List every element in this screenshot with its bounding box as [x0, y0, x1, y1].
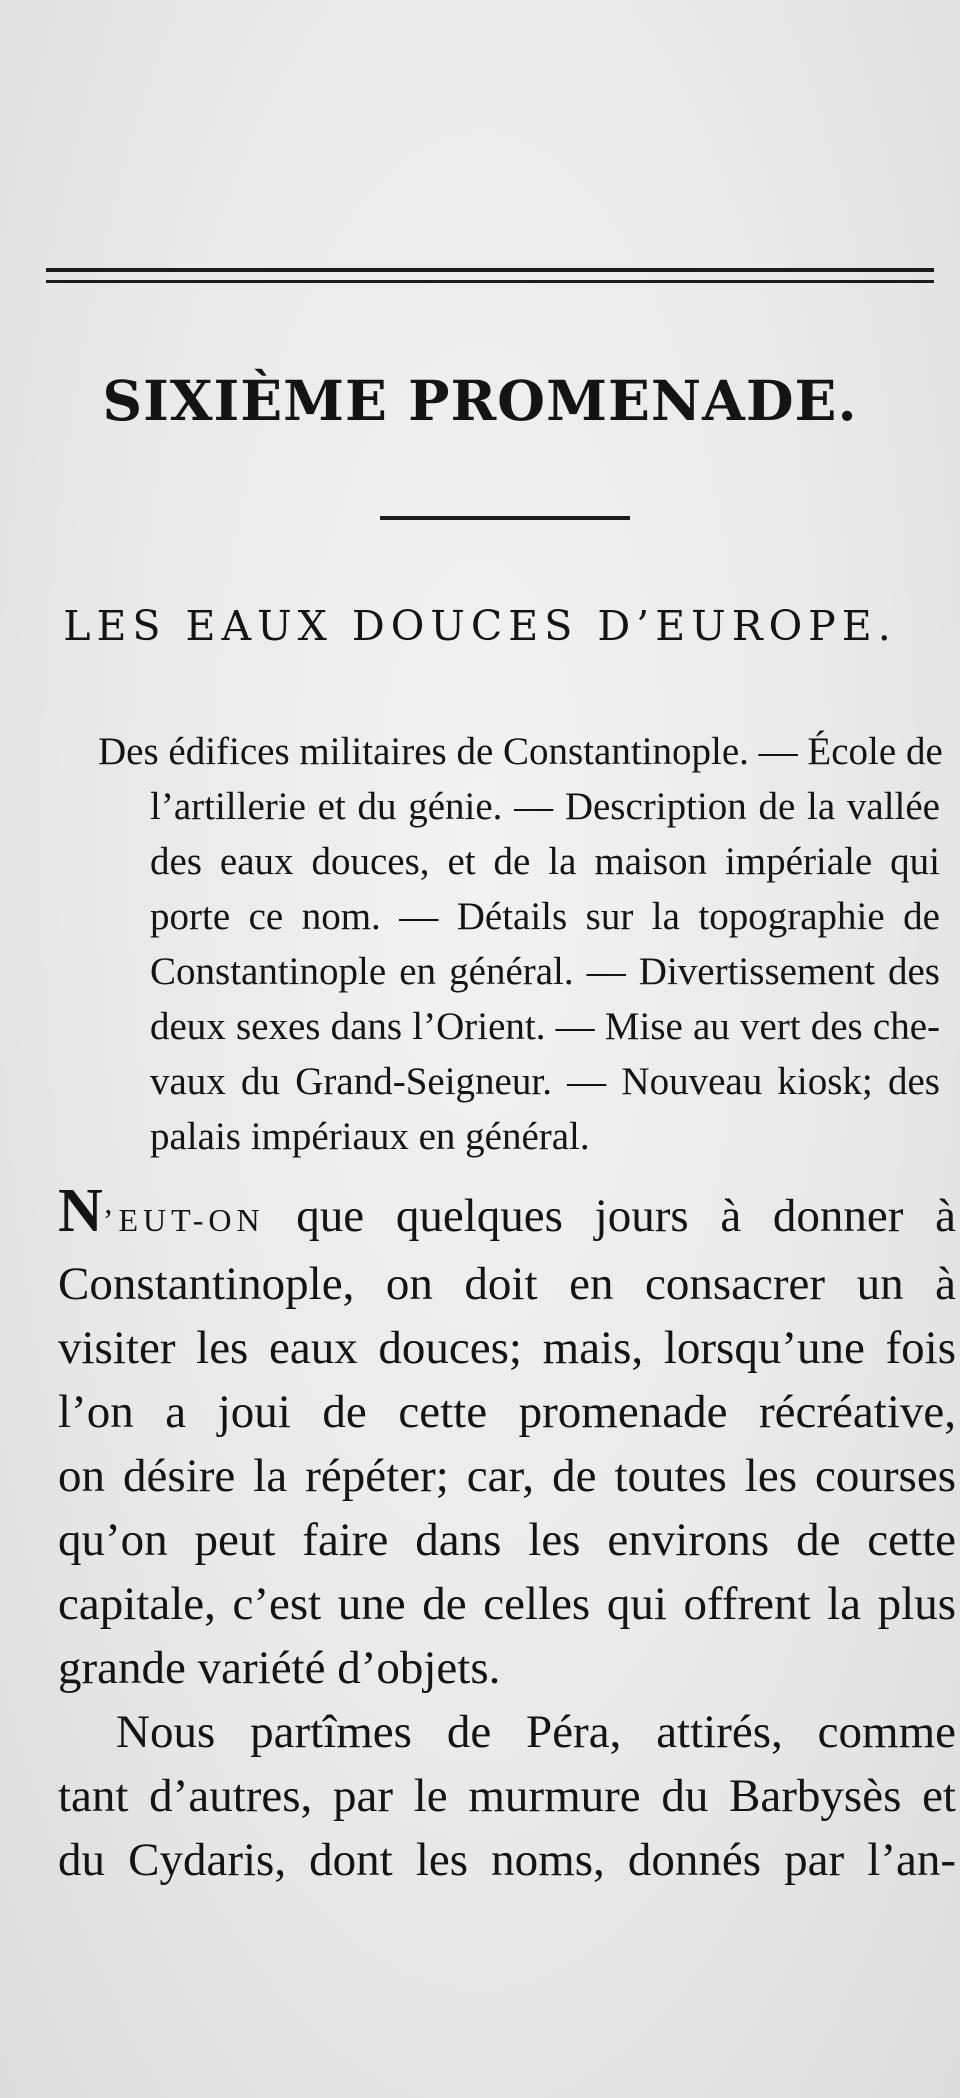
- summary-line: palais impériaux en général.: [150, 1115, 590, 1158]
- chapter-subtitle: LES EAUX DOUCES D’EUROPE.: [63, 602, 897, 650]
- body-line: Constantinople, on doit en consacrer un à: [58, 1258, 956, 1310]
- drop-cap: N: [58, 1177, 103, 1245]
- header-rule-thick: [46, 268, 934, 272]
- title-separator-rule: [380, 516, 630, 520]
- body-line: capitale, c’est une de celles qui offrent la plus: [58, 1578, 956, 1630]
- body-line: on désire la répéter; car, de toutes les courses: [58, 1450, 956, 1502]
- body-line: l’on a joui de cette promenade récréative,: [58, 1386, 956, 1438]
- chapter-summary: [98, 724, 943, 1164]
- body-line: qu’on peut faire dans les environs de cette: [58, 1514, 956, 1566]
- summary-line: deux sexes dans l’Orient. — Mise au vert des che-: [150, 1005, 940, 1048]
- body-line: grande variété d’objets.: [58, 1642, 501, 1694]
- summary-line: vaux du Grand-Seigneur. — Nouveau kiosk; des: [150, 1060, 940, 1103]
- small-caps-lead: ’EUT-ON: [102, 1202, 265, 1238]
- body-line: Nous partîmes de Péra, attirés, comme: [116, 1706, 956, 1758]
- body-first-line: [58, 1177, 956, 1252]
- body-line: tant d’autres, par le murmure du Barbysès et: [58, 1770, 956, 1822]
- summary-line: des eaux douces, et de la maison impériale qui: [150, 840, 940, 883]
- first-line-text: que quelques jours à donner à: [264, 1190, 956, 1242]
- chapter-title: SIXIÈME PROMENADE.: [102, 368, 858, 433]
- summary-line: l’artillerie et du génie. — Description de la vallée: [150, 785, 940, 828]
- body-line: du Cydaris, dont les noms, donnés par l’an-: [58, 1834, 956, 1886]
- summary-line: Constantinople en général. — Divertissement des: [150, 950, 940, 993]
- header-rule-thin: [46, 280, 934, 283]
- summary-line: porte ce nom. — Détails sur la topographie de: [150, 895, 940, 938]
- body-text: [58, 1177, 956, 1892]
- body-line: visiter les eaux douces; mais, lorsqu’une fois: [58, 1322, 956, 1374]
- summary-line: Des édifices militaires de Constantinople. — École de: [98, 730, 943, 773]
